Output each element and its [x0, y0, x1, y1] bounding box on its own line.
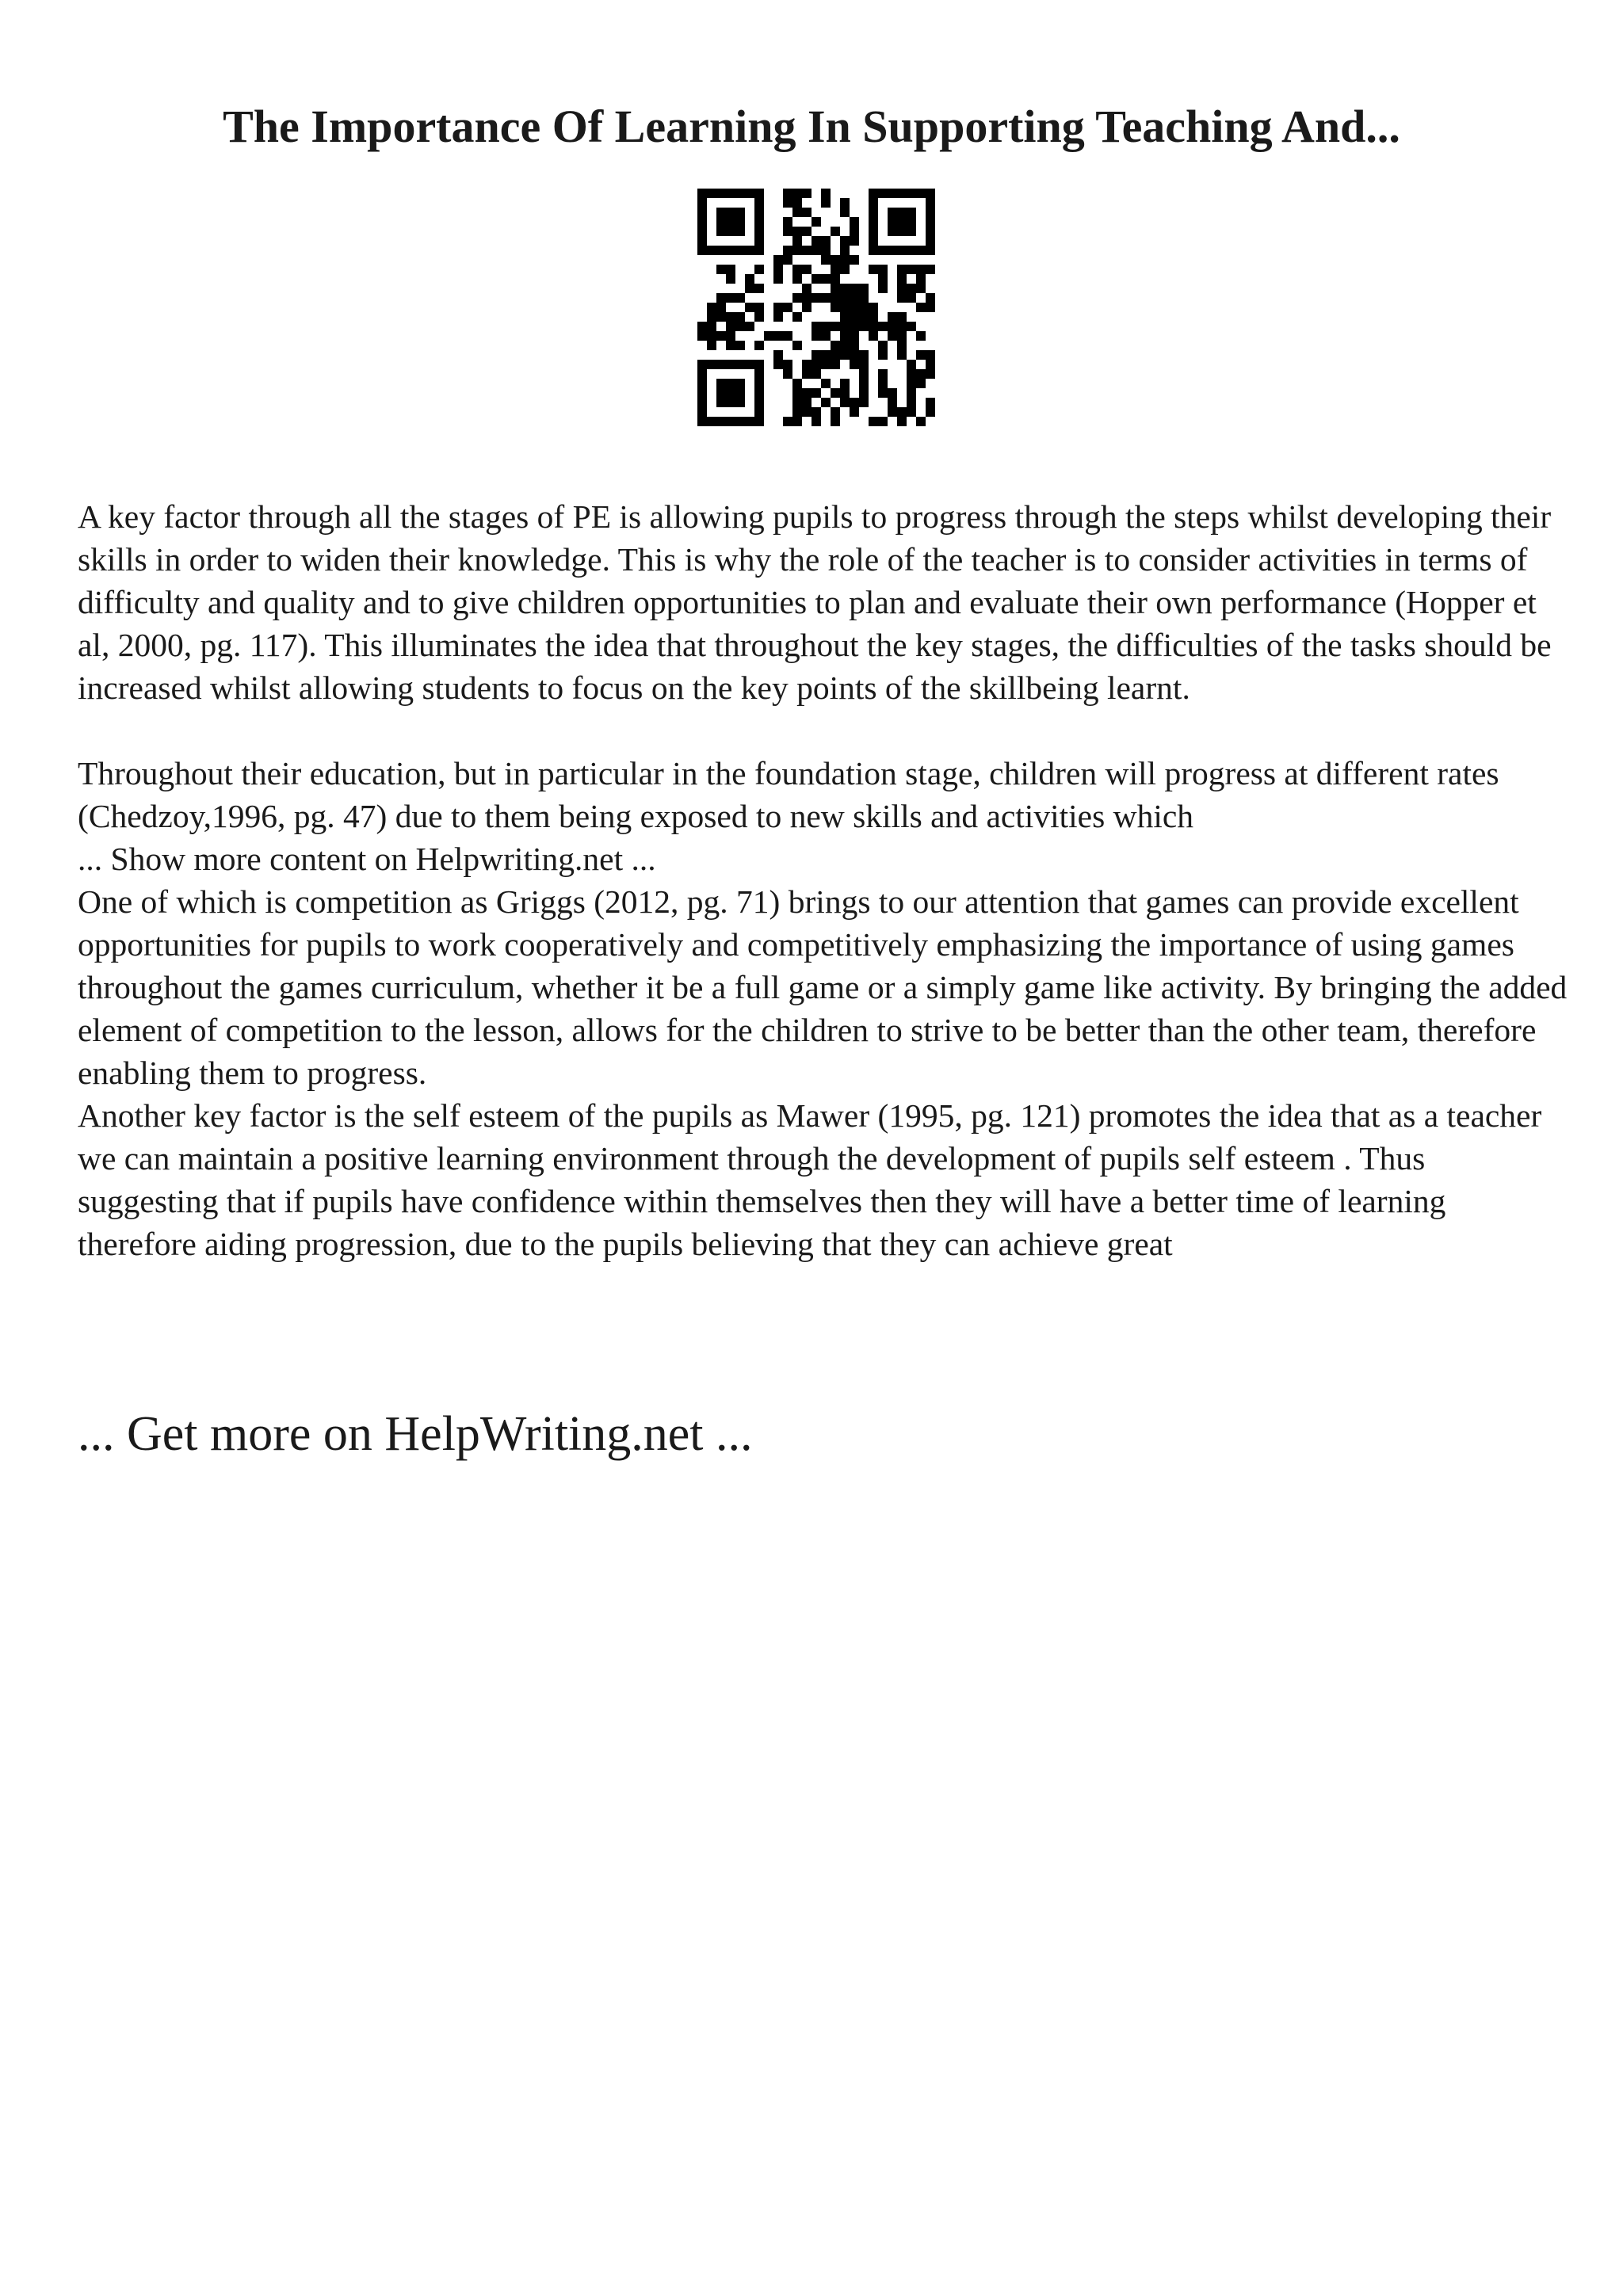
paragraph-4: Another key factor is the self esteem of the pupils as Mawer (1995, pg. 121) promotes the idea that as a teacher we can maintain a positive learning environment through the development of pupils self esteem . Thus suggesting that if pupils have confidence within themselves then they will have a better time of learning therefore aiding progression, due to the pupils believing that they can achieve great [78, 1097, 1542, 1262]
get-more-link[interactable]: ... Get more on HelpWriting.net ... [78, 1407, 753, 1461]
article-body [78, 495, 1568, 1265]
paragraph-3: One of which is competition as Griggs (2012, pg. 71) brings to our attention that games can provide excellent opportunities for pupils to work cooperatively and competitively emphasizing the importance of using games throughout the games curriculum, whether it be a full game or a simply game like activity. By bringing the added element of competition to the lesson, allows for the children to strive to be better than the other team, therefore enabling them to progress. [78, 883, 1568, 1091]
paragraph-gap [78, 709, 1568, 752]
paragraph-1: A key factor through all the stages of PE is allowing pupils to progress through the steps whilst developing their skills in order to widen their knowledge. This is why the role of the teacher is to consider activities in terms of difficulty and quality and to give children opportunities to plan and evaluate their own performance (Hopper et al, 2000, pg. 117). This illuminates the idea that throughout the key stages, the difficulties of the tasks should be increased whilst allowing students to focus on the key points of the skillbeing learnt. [78, 498, 1552, 706]
qr-code-icon [697, 189, 935, 426]
paragraph-2: Throughout their education, but in particular in the foundation stage, children will progress at different rates (Chedzoy,1996, pg. 47) due to them being exposed to new skills and activities which [78, 755, 1499, 834]
page-title: The Importance Of Learning In Supporting Teaching And... [223, 101, 1400, 152]
show-more-link[interactable]: ... Show more content on Helpwriting.net ... [78, 841, 656, 877]
